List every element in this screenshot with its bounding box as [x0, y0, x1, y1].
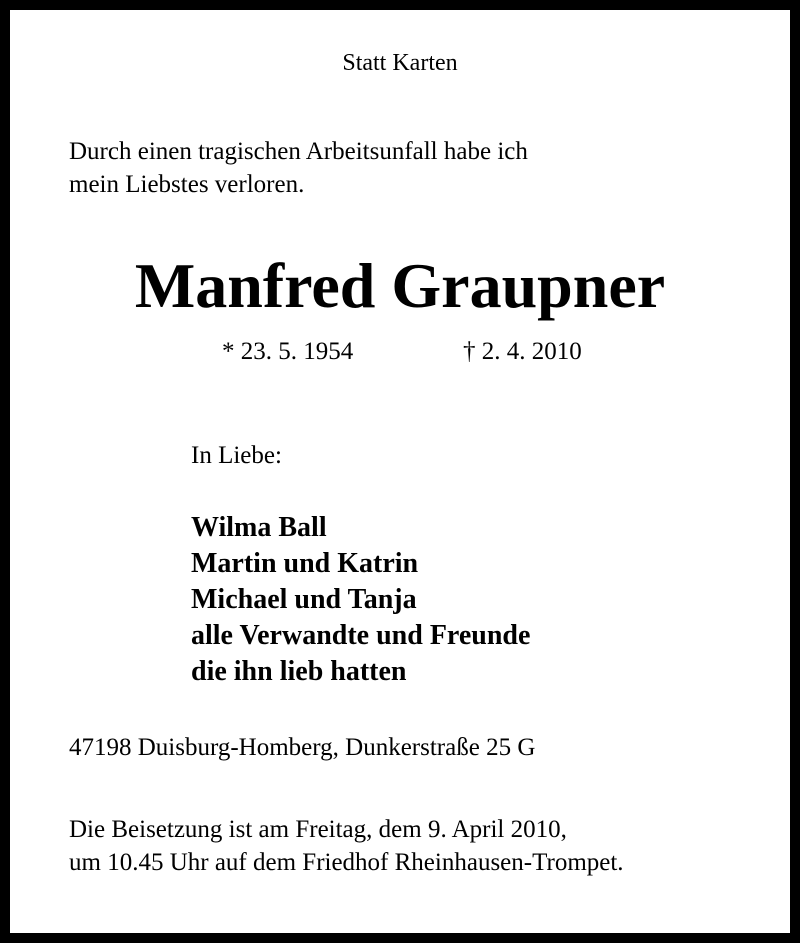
intro-line: Durch einen tragischen Arbeitsunfall habe ich	[69, 138, 528, 165]
family-address: 47198 Duisburg-Homberg, Dunkerstraße 25 G	[69, 734, 536, 761]
intro-line: mein Liebstes verloren.	[69, 171, 305, 198]
mourner-item: Martin und Katrin	[191, 548, 419, 579]
notice-header: Statt Karten	[342, 50, 458, 76]
birth-date: * 23. 5. 1954	[222, 338, 354, 365]
mourner-item: Michael und Tanja	[191, 584, 417, 615]
funeral-line: Die Beisetzung ist am Freitag, dem 9. April 2010,	[69, 816, 567, 843]
mourner-item: die ihn lieb hatten	[191, 656, 407, 687]
death-date: † 2. 4. 2010	[463, 338, 582, 365]
deceased-name: Manfred Graupner	[134, 250, 666, 321]
funeral-line: um 10.45 Uhr auf dem Friedhof Rheinhausen-Trompet.	[69, 849, 624, 876]
intro-text	[69, 135, 528, 201]
in-love-label: In Liebe:	[191, 442, 282, 469]
mourners-list	[191, 510, 530, 690]
mourner-item: Wilma Ball	[191, 512, 327, 543]
mourner-item: alle Verwandte und Freunde	[191, 620, 531, 651]
funeral-info	[69, 813, 624, 879]
